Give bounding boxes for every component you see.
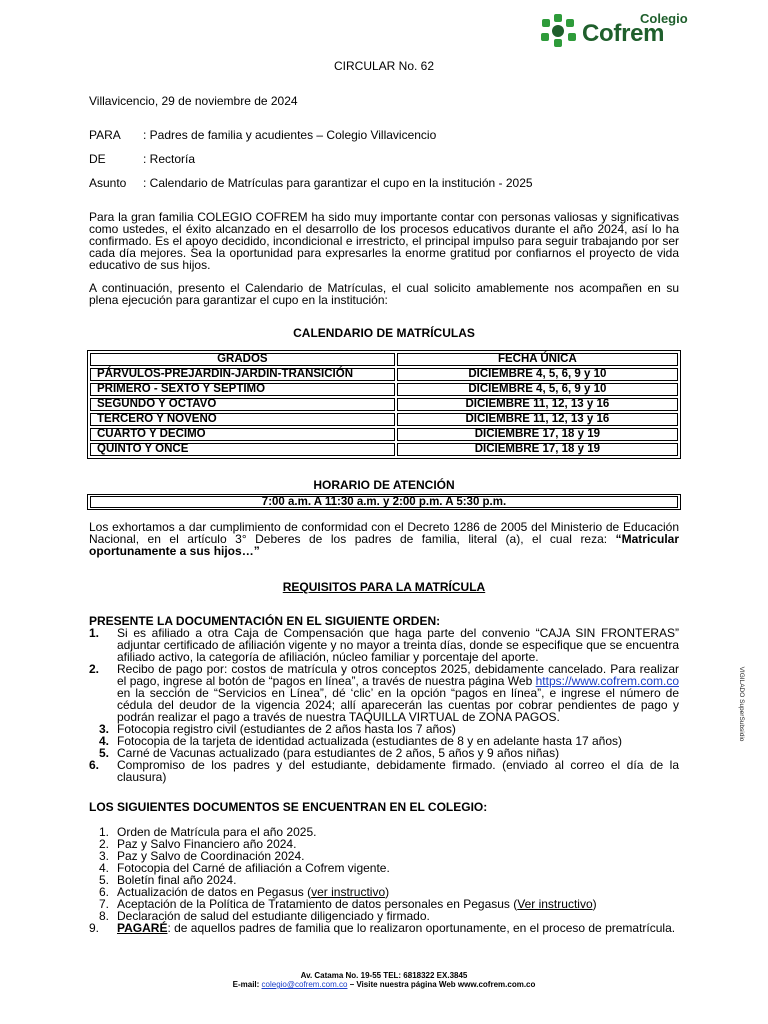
doc-text: Orden de Matrícula para el año 2025. bbox=[117, 825, 317, 839]
table-row bbox=[90, 413, 678, 426]
req-text: Si es afiliado a otra Caja de Compensación que haga parte del convenio “CAJA SIN FRONTERAS” adjuntar certificado de afiliación vigente y no mayor a treinta días, donde se especifique que se encuentra afiliado activo, la categoría de afiliación, núcleo familiar y porcentaje del aporte. bbox=[117, 626, 679, 664]
footer-contact bbox=[0, 980, 768, 989]
place-date: Villavicencio, 29 de noviembre de 2024 bbox=[89, 94, 298, 108]
de-value: : Rectoría bbox=[143, 152, 196, 166]
list-item: 4. Fotocopia de la tarjeta de identidad actualizada (estudiantes de 8 y en adelante hasta 17 años) bbox=[98, 734, 623, 748]
colegio-title: LOS SIGUIENTES DOCUMENTOS SE ENCUENTRAN EN EL COLEGIO: bbox=[89, 800, 488, 814]
asunto-value: : Calendario de Matrículas para garantizar el cupo en la institución - 2025 bbox=[143, 176, 533, 190]
requisitos-title: REQUISITOS PARA LA MATRÍCULA bbox=[282, 580, 486, 594]
doc-text: : de aquellos padres de familia que lo realizaron oportunamente, en el proceso de prematrícula. bbox=[167, 921, 676, 935]
footer-email-label: E-mail: bbox=[232, 980, 262, 989]
req-text: Carné de Vacunas actualizado (para estudiantes de 2 años, 5 años y 9 años niñas) bbox=[117, 746, 560, 760]
req-text: Recibo de pago por: costos de matrícula y otros conceptos 2025, debidamente cancelado. Para realizar el pago, ingrese al botón de “pagos en línea”, a través de nuestra página Web bbox=[117, 662, 679, 688]
logo-colegio-text: Colegio bbox=[640, 11, 688, 26]
grado-cell: TERCERO Y NOVENO bbox=[90, 413, 395, 426]
table-header-row bbox=[90, 353, 678, 366]
header-fecha: FECHA ÚNICA bbox=[397, 353, 678, 366]
list-item: 2. Recibo de pago por: costos de matrícula y otros conceptos 2025, debidamente cancelado. Para realizar el pago, ingrese al botón de “pagos en línea”, a través de nuestra página Web https://www.cofrem.com.co en la sección de “Servicios en Línea”, dé ‘clic’ en la opción “pagos en línea”, e ingrese el número de cédula del deudor de la vigencia 2024; allí aparecerán las cuentas por cobrar pendientes de pago y podrán realizar el pago a través de nuestra TAQUILLA VIRTUAL de ZONA PAGOS. bbox=[89, 662, 679, 724]
list-item: 6. Actualización de datos en Pegasus (ver instructivo) bbox=[98, 885, 390, 899]
req-text: Fotocopia registro civil (estudiantes de 2 años hasta los 7 años) bbox=[117, 722, 456, 736]
list-item: 3. Paz y Salvo de Coordinación 2024. bbox=[98, 849, 305, 863]
seal-text: VIGILADO SuperSubsidio bbox=[738, 666, 745, 742]
grado-cell: SEGUNDO Y OCTAVO bbox=[90, 398, 395, 411]
de-label: DE bbox=[89, 152, 106, 166]
calendar-title: CALENDARIO DE MATRÍCULAS bbox=[293, 326, 475, 340]
table-row bbox=[90, 383, 678, 396]
decree-text: Los exhortamos a dar cumplimiento de conformidad con el Decreto 1286 de 2005 del Ministerio de Educación Nacional, en el artículo 3° Deberes de los padres de familia, literal (a), el cual reza: bbox=[89, 520, 679, 546]
list-item: 4. Fotocopia del Carné de afiliación a Cofrem vigente. bbox=[98, 861, 390, 875]
fecha-cell: DICIEMBRE 4, 5, 6, 9 y 10 bbox=[397, 383, 678, 396]
req-text: Fotocopia de la tarjeta de identidad actualizada (estudiantes de 8 y en adelante hasta 17 años) bbox=[117, 734, 623, 748]
req-text: Compromiso de los padres y del estudiante, debidamente firmado. (enviado al correo el día de la clausura) bbox=[117, 758, 679, 784]
doc-text: Fotocopia del Carné de afiliación a Cofrem vigente. bbox=[117, 861, 390, 875]
list-item: 2. Paz y Salvo Financiero año 2024. bbox=[98, 837, 297, 851]
requisitos-list bbox=[89, 627, 679, 783]
logo-cofrem-text: Cofrem bbox=[582, 20, 665, 47]
footer-email-link[interactable]: colegio@cofrem.com.co bbox=[261, 980, 348, 989]
presente-title: PRESENTE LA DOCUMENTACIÓN EN EL SIGUIENTE ORDEN: bbox=[89, 614, 441, 628]
doc-text: Declaración de salud del estudiante diligenciado y firmado. bbox=[117, 909, 430, 923]
para-label: PARA bbox=[89, 128, 121, 142]
list-item: 8. Declaración de salud del estudiante diligenciado y firmado. bbox=[98, 909, 430, 923]
cofrem-logo-icon bbox=[538, 14, 578, 48]
list-item: 3. Fotocopia registro civil (estudiantes de 2 años hasta los 7 años) bbox=[98, 722, 456, 736]
doc-text: ) bbox=[385, 885, 390, 899]
horario-title: HORARIO DE ATENCIÓN bbox=[313, 478, 455, 492]
table-row bbox=[90, 368, 678, 381]
pagare-label: PAGARÉ bbox=[117, 921, 168, 935]
list-item: 9. PAGARÉ: de aquellos padres de familia que lo realizaron oportunamente, en el proceso de prematrícula. bbox=[89, 921, 676, 935]
fecha-cell: DICIEMBRE 11, 12, 13 y 16 bbox=[397, 413, 678, 426]
list-item: 7. Aceptación de la Política de Tratamiento de datos personales en Pegasus (Ver instructivo) bbox=[98, 897, 597, 911]
doc-text: Aceptación de la Política de Tratamiento de datos personales en Pegasus ( bbox=[117, 897, 518, 911]
grado-cell: QUINTO Y ONCE bbox=[90, 443, 395, 456]
doc-text: Paz y Salvo Financiero año 2024. bbox=[117, 837, 297, 851]
supersubsidio-seal bbox=[733, 668, 749, 742]
table-row bbox=[90, 428, 678, 441]
decree-quote: “Matricular oportunamente a sus hijos…” bbox=[89, 532, 679, 558]
colegio-docs-list bbox=[89, 826, 679, 934]
footer-web-text: – Visite nuestra página Web www.cofrem.com.co bbox=[347, 980, 536, 989]
doc-text: Paz y Salvo de Coordinación 2024. bbox=[117, 849, 305, 863]
circular-number: CIRCULAR No. 62 bbox=[333, 59, 435, 73]
list-item: 5. Carné de Vacunas actualizado (para estudiantes de 2 años, 5 años y 9 años niñas) bbox=[98, 746, 560, 760]
horario-value: 7:00 a.m. A 11:30 a.m. y 2:00 p.m. A 5:30 p.m. bbox=[90, 496, 678, 508]
doc-text: Actualización de datos en Pegasus ( bbox=[117, 885, 312, 899]
header-grados: GRADOS bbox=[90, 353, 395, 366]
grado-cell: PRIMERO - SEXTO Y SEPTIMO bbox=[90, 383, 395, 396]
fecha-cell: DICIEMBRE 11, 12, 13 y 16 bbox=[397, 398, 678, 411]
doc-text: ) bbox=[592, 897, 597, 911]
para-value: : Padres de familia y acudientes – Colegio Villavicencio bbox=[143, 128, 437, 142]
intro-paragraph: Para la gran familia COLEGIO COFREM ha sido muy importante contar con personas valiosas y significativas como ustedes, el éxito alcanzado en el desarrollo de los procesos educativos durante el año 2024, así lo ha confirmado. Es el apoyo decidido, incondicional e irrestricto, el principal impulso para seguir trabajando por ser cada día mejores. Sea la oportunidad para expresarles la enorme gratitud por confiarnos el proyecto de vida educativo de sus hijos. bbox=[89, 210, 679, 272]
pegasus-instructivo-link[interactable]: ver instructivo bbox=[311, 885, 386, 899]
fecha-cell: DICIEMBRE 4, 5, 6, 9 y 10 bbox=[397, 368, 678, 381]
calendar-intro-paragraph: A continuación, presento el Calendario de Matrículas, el cual solicito amablemente nos acompañen en su plena ejecución para garantizar el cupo en la institución: bbox=[89, 281, 679, 307]
fecha-cell: DICIEMBRE 17, 18 y 19 bbox=[397, 443, 678, 456]
grado-cell: CUARTO Y DECIMO bbox=[90, 428, 395, 441]
list-item: 1. Orden de Matrícula para el año 2025. bbox=[98, 825, 317, 839]
decree-paragraph bbox=[89, 521, 679, 557]
fecha-cell: DICIEMBRE 17, 18 y 19 bbox=[397, 428, 678, 441]
calendar-table bbox=[87, 350, 681, 459]
footer-address: Av. Catama No. 19-55 TEL: 6818322 EX.3845 bbox=[300, 971, 468, 980]
list-item: 1. Si es afiliado a otra Caja de Compensación que haga parte del convenio “CAJA SIN FRONTERAS” adjuntar certificado de afiliación vigente y no mayor a treinta días, donde se especifique que se encuentra afiliado activo, la categoría de afiliación, núcleo familiar y porcentaje del aporte. bbox=[89, 626, 679, 664]
doc-text: Boletín final año 2024. bbox=[117, 873, 237, 887]
politica-instructivo-link[interactable]: Ver instructivo bbox=[517, 897, 593, 911]
cofrem-website-link[interactable]: https://www.cofrem.com.co bbox=[535, 674, 679, 688]
table-row bbox=[90, 398, 678, 411]
req-text: en la sección de “Servicios en Línea”, dé ‘clic’ en la opción “pagos en línea”, e ingrese el número de cédula del deudor de la vigencia 2024; allí aparecerán las cuentas por cobrar pendientes de pago y podrán realizar el pago a través de nuestra TAQUILLA VIRTUAL de ZONA PAGOS. bbox=[117, 686, 679, 724]
list-item: 6. Compromiso de los padres y del estudiante, debidamente firmado. (enviado al correo el día de la clausura) bbox=[89, 758, 679, 784]
asunto-label: Asunto bbox=[89, 176, 127, 190]
list-item: 5. Boletín final año 2024. bbox=[98, 873, 237, 887]
table-row bbox=[90, 443, 678, 456]
horario-box bbox=[87, 494, 681, 510]
grado-cell: PÁRVULOS-PREJARDIN-JARDIN-TRANSICIÓN bbox=[90, 368, 395, 381]
